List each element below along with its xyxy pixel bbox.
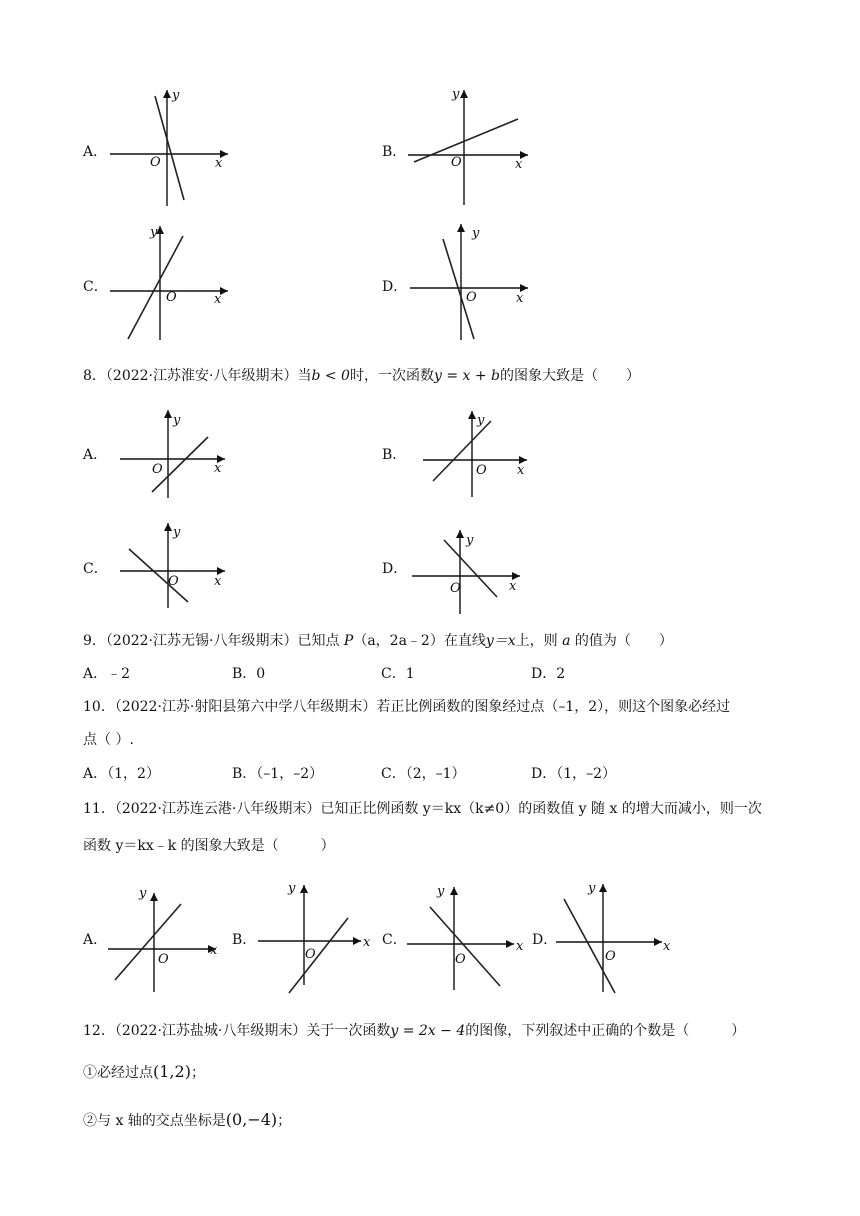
origin-label: O <box>150 155 161 170</box>
question-text: 关于一次函数 <box>306 1023 391 1039</box>
q8-option-d-label: D． <box>382 561 408 577</box>
q12-statement-1: ①必经过点(1,2)； <box>83 1062 205 1081</box>
y-label: y <box>288 881 296 896</box>
q10-choice-a: A．（1，2） <box>83 766 160 782</box>
origin-label: O <box>305 947 316 962</box>
q7-option-a-label: A． <box>83 144 108 160</box>
q10-choice-b: B．（–1，–2） <box>232 766 324 782</box>
function-line <box>430 907 500 986</box>
q11-graph-b <box>258 881 371 993</box>
q11-graph-c <box>407 884 524 990</box>
x-label: x <box>215 156 223 171</box>
question-text: （a，2a﹣2）在直线 <box>353 633 486 649</box>
x-axis-arrow <box>353 937 361 945</box>
y-label: y <box>172 88 180 103</box>
y-label: y <box>139 886 147 901</box>
question-12 <box>83 1021 745 1041</box>
q7-option-b-label: B． <box>382 144 407 160</box>
question-text: 的值为（ ） <box>574 633 673 649</box>
variable: a <box>562 633 571 649</box>
y-axis-arrow <box>450 887 458 895</box>
origin-label: O <box>152 462 163 477</box>
origin-label: O <box>158 952 169 967</box>
q9-choice-a: A．﹣2 <box>83 666 131 682</box>
q9-choice-d: D．2 <box>531 666 566 682</box>
y-label: y <box>150 225 158 240</box>
y-label: y <box>173 525 181 540</box>
y-axis-arrow <box>300 885 308 893</box>
x-label: x <box>515 157 523 172</box>
question-number: 12． <box>83 1023 115 1039</box>
origin-label: O <box>466 290 477 305</box>
x-label: x <box>517 463 525 478</box>
y-label: y <box>173 413 181 428</box>
x-label: x <box>509 579 517 594</box>
question-text: 当 <box>297 368 312 384</box>
y-label: y <box>472 226 480 241</box>
question-text: 若正比例函数的图象经过点（–1，2），则这个图象必经过 <box>376 699 731 715</box>
question-number: 11． <box>83 801 115 817</box>
origin-label: O <box>450 581 461 596</box>
x-label: x <box>214 292 222 307</box>
origin-label: O <box>166 290 177 305</box>
q11-option-a-label: A． <box>83 932 108 948</box>
q8-option-a-label: A． <box>83 447 108 463</box>
y-axis-arrow <box>150 893 158 901</box>
line-formula: y＝x <box>485 633 516 649</box>
point-coordinates: (0,−4) <box>225 1110 278 1129</box>
question-number: 10． <box>83 699 115 715</box>
q11-option-b-label: B． <box>232 932 257 948</box>
question-text: 时，一次函数 <box>349 368 434 384</box>
x-label: x <box>214 461 222 476</box>
q8-option-c-label: C． <box>83 561 108 577</box>
q9-choice-b: B．0 <box>232 666 266 682</box>
question-text: 的图象大致是（ ） <box>499 368 640 384</box>
x-label: x <box>516 291 524 306</box>
question-source: （2022·江苏盐城·八年级期末） <box>114 1023 307 1039</box>
function-formula: y = 2x − 4 <box>390 1023 466 1039</box>
x-axis-arrow <box>506 940 514 948</box>
origin-label: O <box>451 155 462 170</box>
question-source: （2022·江苏淮安·八年级期末） <box>105 368 298 384</box>
y-label: y <box>588 881 596 896</box>
question-text: 的图像，下列叙述中正确的个数是（ ） <box>465 1023 746 1039</box>
condition-formula: b < 0 <box>311 368 350 384</box>
function-line <box>115 904 181 980</box>
question-10-line2: 点（ ）. <box>83 732 134 748</box>
x-label: x <box>210 943 218 958</box>
question-text: 上，则 <box>515 633 558 649</box>
q11-option-d-label: D． <box>532 932 558 948</box>
x-label: x <box>663 939 671 954</box>
q7-option-c-label: C． <box>83 279 108 295</box>
origin-label: O <box>605 949 616 964</box>
question-source: （2022·江苏无锡·八年级期末） <box>105 633 298 649</box>
q7-option-d-label: D． <box>382 279 408 295</box>
question-source: （2022·江苏·射阳县第六中学八年级期末） <box>114 699 377 715</box>
q10-choice-d: D．（1，–2） <box>531 766 617 782</box>
function-formula: y = x + b <box>433 368 500 384</box>
y-label: y <box>477 413 485 428</box>
point-coordinates: (1,2) <box>153 1062 191 1081</box>
q11-option-c-label: C． <box>382 932 407 948</box>
question-text: 已知点 <box>297 633 340 649</box>
q12-statement-2: ②与 x 轴的交点坐标是(0,−4)； <box>83 1110 292 1129</box>
question-text: 已知正比例函数 y＝kx（k≠0）的函数值 y 随 x 的增大而减小，则一次 <box>320 801 762 817</box>
origin-label: O <box>455 952 466 967</box>
x-axis-arrow <box>654 938 662 946</box>
origin-label: O <box>476 463 487 478</box>
q10-choice-c: C．（2，–1） <box>381 766 466 782</box>
question-number: 9． <box>83 633 106 649</box>
x-label: x <box>214 574 222 589</box>
point-name: P <box>343 633 354 649</box>
origin-label: O <box>168 574 179 589</box>
q11-graph-a <box>108 886 218 992</box>
q9-choice-c: C．1 <box>381 666 415 682</box>
y-label: y <box>466 533 474 548</box>
y-label: y <box>437 884 445 899</box>
x-label: x <box>363 935 371 950</box>
x-label: x <box>516 939 524 954</box>
question-source: （2022·江苏连云港·八年级期末） <box>114 801 321 817</box>
q11-graph-d <box>556 881 671 993</box>
question-11-line2: 函数 y＝kx﹣k 的图象大致是（ ） <box>83 838 335 854</box>
y-label: y <box>452 87 460 102</box>
question-number: 8． <box>83 368 106 384</box>
q8-option-b-label: B． <box>382 447 407 463</box>
function-line <box>564 899 615 993</box>
y-axis-arrow <box>599 884 607 892</box>
function-line <box>289 918 348 993</box>
